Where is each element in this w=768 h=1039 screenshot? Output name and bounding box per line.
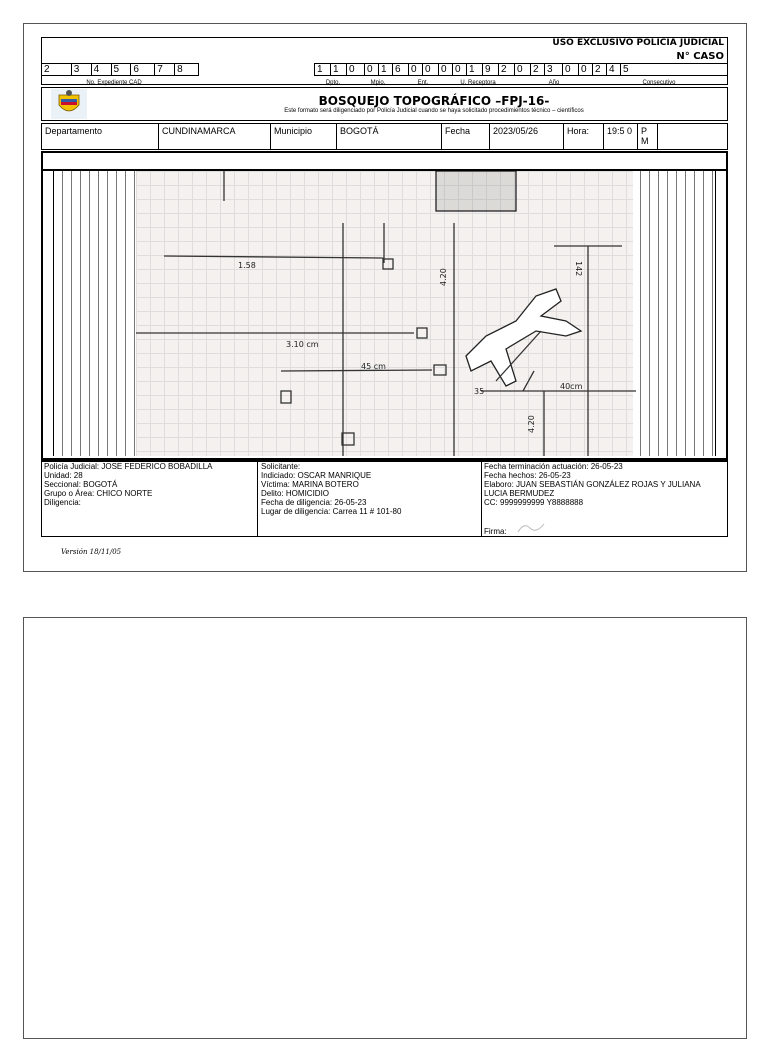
measure-40cm: 40cm (560, 382, 583, 391)
elaboro-line: Elaboro: JUAN SEBASTIÁN GONZÁLEZ ROJAS Y JULIANA LUCIA BERMUDEZ (484, 480, 701, 498)
policia-line: Policía Judicial: JOSE FEDERICO BOBADILLA (44, 462, 213, 471)
case-digit: 5 (620, 64, 704, 75)
fecha-diligencia-line: Fecha de diligencia: 26-05-23 (261, 498, 367, 507)
caso-info (261, 462, 479, 516)
case-digit: 0 (422, 64, 438, 75)
ampm-value: P M (638, 124, 658, 149)
hora-label: Hora: (564, 124, 604, 149)
case-digit: 0 (578, 64, 592, 75)
case-digit: 2 (498, 64, 514, 75)
cad-digit: 4 (91, 64, 111, 75)
cad-digit: 3 (71, 64, 91, 75)
left-stripes (53, 171, 137, 456)
cad-digit: 5 (111, 64, 131, 75)
case-digit: 0 (438, 64, 452, 75)
case-digit: 4 (606, 64, 620, 75)
victima-line: Víctima: MARINA BOTERO (261, 480, 359, 489)
hora-value: 19:5 0 (604, 124, 638, 149)
measure-142: 142 (574, 261, 583, 277)
case-label: N° CASO (676, 51, 724, 62)
exclusive-label: USO EXCLUSIVO POLICIA JUDICIAL (552, 38, 724, 48)
case-digit: 2 (592, 64, 606, 75)
cad-digit: 8 (174, 64, 198, 75)
consecutivo-label: Consecutivo (642, 80, 676, 86)
measure-45: 45 cm (361, 362, 386, 371)
anio-label: Año (548, 80, 560, 86)
measure-420-a: 4.20 (439, 268, 448, 286)
indiciado-line: Indiciado: OSCAR MANRIQUE (261, 471, 372, 480)
receptora-label: U. Receptora (460, 80, 496, 86)
case-digit: 0 (562, 64, 578, 75)
diligencia-line: Diligencia: (44, 498, 81, 507)
cad-digit: 7 (154, 64, 174, 75)
cad-digit: 2 (41, 64, 71, 75)
case-digit: 1 (378, 64, 392, 75)
sketch-frame (41, 151, 728, 460)
seccional-line: Seccional: BOGOTÁ (44, 480, 118, 489)
cad-digit: 6 (130, 64, 154, 75)
form-subtitle: Este formato será diligenciado por Policía Judicial cuando se haya solicitado procedimientos técnico – científicos (284, 108, 584, 114)
unidad-line: Unidad: 28 (44, 471, 83, 480)
firma-label: Firma: (484, 527, 507, 536)
case-digit: 6 (392, 64, 408, 75)
municipio-label: Municipio (271, 124, 337, 149)
version-label: Versión 18/11/05 (61, 548, 122, 556)
case-digits (314, 63, 728, 76)
measure-35: 35 (474, 387, 485, 396)
footer-divider-1 (257, 461, 258, 537)
footer-divider-2 (481, 461, 482, 537)
fecha-hechos-line: Fecha hechos: 26-05-23 (484, 471, 571, 480)
case-digit: 0 (364, 64, 378, 75)
elaboro-info (484, 462, 724, 507)
sketch-drawing (136, 171, 633, 456)
municipio-value: BOGOTÁ (337, 124, 442, 149)
mpio-label: Mpio. (370, 80, 386, 86)
delito-line: Delito: HOMICIDIO (261, 489, 330, 498)
ent-label: Ent. (417, 80, 429, 86)
measure-420-b: 4.20 (527, 415, 536, 433)
signature-mark (516, 520, 546, 539)
case-digit: 9 (482, 64, 498, 75)
measure-3-10: 3.10 cm (286, 340, 319, 349)
solicitante-line: Solicitante: (261, 462, 301, 471)
case-digit: 3 (544, 64, 562, 75)
dpto-label: Dpto. (325, 80, 341, 86)
form-title: BOSQUEJO TOPOGRÁFICO –FPJ-16- (318, 94, 550, 108)
case-digit: 0 (452, 64, 466, 75)
cad-digits (41, 63, 199, 76)
measure-1-58: 1.58 (238, 261, 256, 270)
case-digit: 0 (346, 64, 364, 75)
location-row (41, 123, 728, 150)
sketch-top-band (43, 153, 726, 171)
case-digit: 0 (408, 64, 422, 75)
cc-line: CC: 9999999999 Y8888888 (484, 498, 584, 507)
departamento-label: Departamento (42, 124, 159, 149)
case-digit: 1 (330, 64, 346, 75)
grupo-line: Grupo o Área: CHICO NORTE (44, 489, 153, 498)
case-digit: 0 (514, 64, 530, 75)
departamento-value: CUNDINAMARCA (159, 124, 271, 149)
right-stripes (632, 171, 716, 456)
cad-label: No. Expediente CAD (86, 80, 142, 86)
fecha-value: 2023/05/26 (490, 124, 564, 149)
blank-page (23, 617, 747, 1039)
case-digit: 2 (530, 64, 544, 75)
case-digit: 1 (314, 64, 330, 75)
fecha-terminacion-line: Fecha terminación actuación: 26-05-23 (484, 462, 623, 471)
lugar-line: Lugar de diligencia: Carrea 11 # 101-80 (261, 507, 402, 516)
policia-info (44, 462, 252, 507)
colombia-seal (51, 89, 87, 119)
case-digit: 1 (466, 64, 482, 75)
form-page (23, 23, 747, 572)
fecha-label: Fecha (442, 124, 490, 149)
